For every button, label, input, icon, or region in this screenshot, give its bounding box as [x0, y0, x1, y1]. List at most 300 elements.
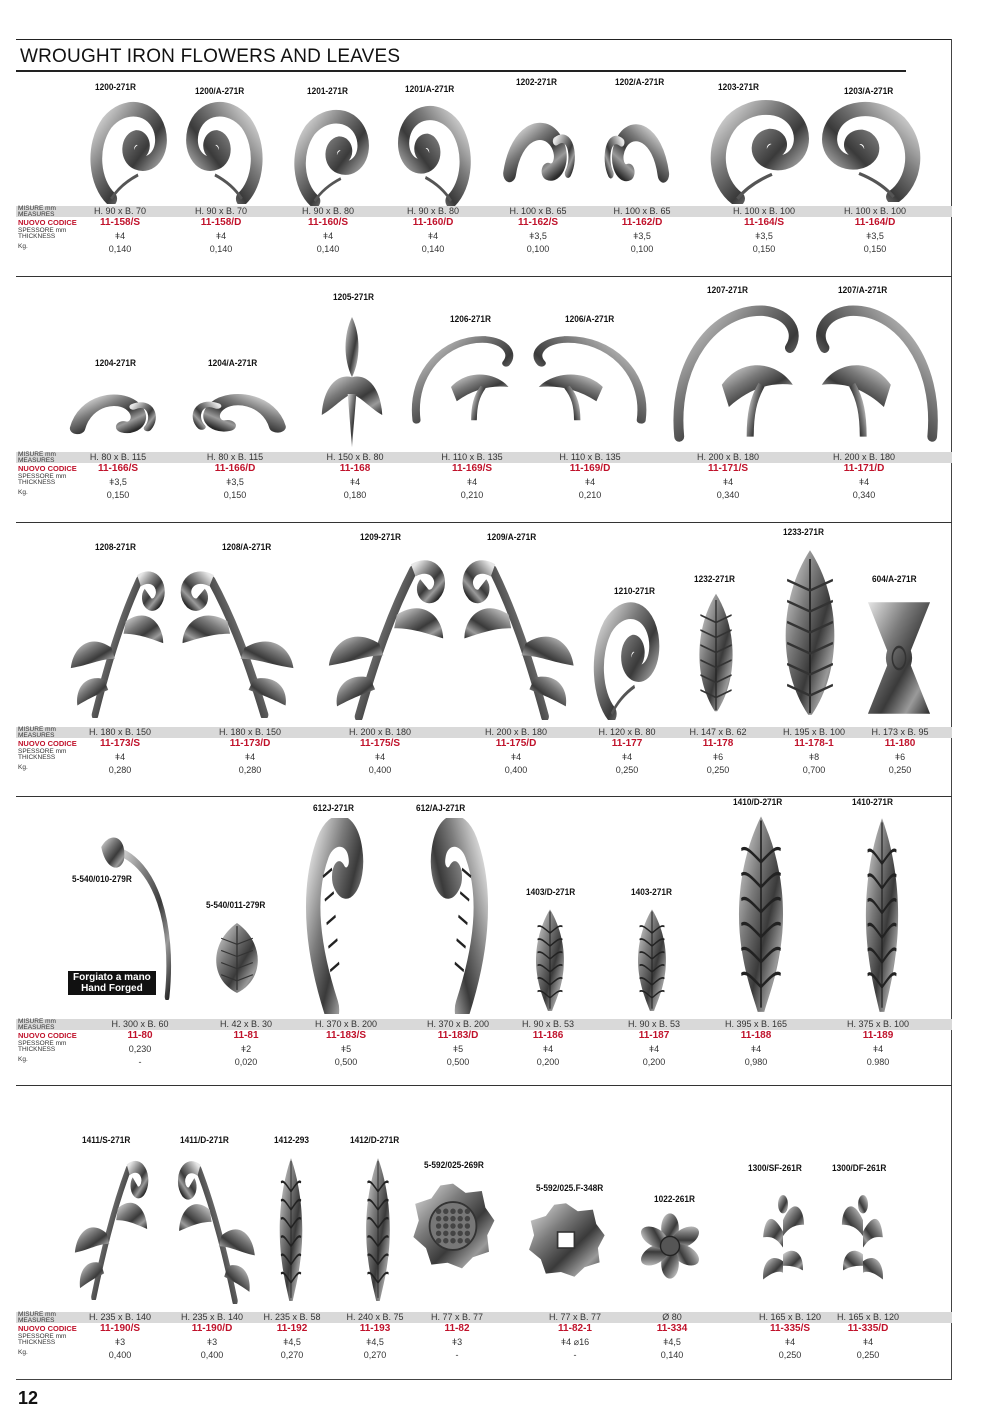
thickness-row-cell: ǂ3,5	[633, 231, 651, 241]
thickness-row-label	[18, 1334, 66, 1345]
thickness-row	[16, 474, 952, 485]
weight-row-label	[18, 1350, 28, 1356]
measures-row-cell: H. 165 x B. 120	[758, 1312, 822, 1322]
weight-row-cell: 0,980	[744, 1057, 768, 1067]
measures-row-cell: H. 195 x B. 100	[782, 727, 846, 737]
item-code-label: 1208-271R	[95, 542, 136, 552]
new-code-row-cell: 11-166/S	[97, 463, 139, 474]
product-image	[705, 98, 813, 204]
new-code-row-cell: 11-189	[862, 1030, 894, 1041]
weight-row-cell: 0,250	[778, 1350, 802, 1360]
new-code-row-cell: 11-190/S	[99, 1323, 141, 1334]
thickness-row-cell: ǂ4	[374, 752, 386, 762]
weight-row-label	[18, 244, 28, 250]
page-number: 12	[18, 1388, 39, 1408]
weight-row-cell: 0,100	[526, 244, 550, 254]
measures-row-cell: H. 100 x B. 100	[732, 206, 796, 216]
weight-row-cell: 0,210	[578, 490, 602, 500]
product-image	[395, 104, 475, 206]
product-image	[204, 920, 270, 996]
thickness-row-cell: ǂ4	[584, 477, 596, 487]
thickness-row-label-en: THICKNESS	[18, 753, 56, 761]
item-code-label: 1233-271R	[783, 527, 824, 537]
thickness-row-cell: ǂ4	[648, 1044, 660, 1054]
thickness-row-cell: ǂ4	[542, 1044, 554, 1054]
measures-row-cell: H. 90 x B. 53	[521, 1019, 575, 1029]
item-code-label: 1232-271R	[694, 574, 735, 584]
item-code-label: 1209/A-271R	[487, 532, 537, 542]
product-image	[818, 100, 926, 202]
new-code-row-cell: 11-193	[359, 1323, 391, 1334]
thickness-row	[16, 1041, 952, 1052]
product-image	[318, 550, 454, 720]
weight-row-cell: 0,700	[802, 765, 826, 775]
hand-forged-badge	[68, 971, 156, 995]
thickness-row-cell: ǂ3	[206, 1337, 218, 1347]
hand-forged-text: Forgiato a mano	[73, 972, 151, 983]
item-code-label: 1300/DF-261R	[832, 1163, 887, 1173]
weight-row	[16, 1350, 952, 1361]
item-code-label: 1411/S-271R	[82, 1135, 131, 1145]
product-image	[290, 108, 372, 206]
measures-row-cell: H. 150 x B. 80	[326, 452, 384, 462]
weight-row-cell: 0,020	[234, 1057, 258, 1067]
measures-row-label-it: MISURE mm	[18, 1311, 56, 1318]
weight-row-cell: 0,210	[460, 490, 484, 500]
thickness-row-label	[18, 228, 66, 239]
measures-row-cell: H. 147 x B. 62	[689, 727, 747, 737]
measures-row-cell: H. 300 x B. 60	[111, 1019, 169, 1029]
title-rule	[16, 70, 906, 72]
measures-row-label-it: MISURE mm	[18, 726, 56, 733]
product-image	[626, 905, 678, 1013]
new-code-row-cell: 11-160/S	[307, 217, 349, 228]
product-image	[720, 808, 802, 1016]
item-code-label: 612/AJ-271R	[416, 803, 466, 813]
new-code-row	[16, 738, 952, 749]
new-code-row-cell: 11-166/D	[214, 463, 256, 474]
thickness-row-label-en: THICKNESS	[18, 478, 56, 486]
item-code-label: 1207-271R	[707, 285, 748, 295]
product-image	[500, 98, 580, 206]
thickness-row-cell: 0,230	[128, 1044, 152, 1054]
thickness-row-cell: ǂ3,5	[529, 231, 547, 241]
thickness-row-cell: ǂ4	[215, 231, 227, 241]
weight-row-cell: -	[573, 1350, 577, 1360]
measures-row-cell: H. 200 x B. 180	[696, 452, 760, 462]
weight-row-cell: 0,340	[852, 490, 876, 500]
thickness-row-cell: ǂ4	[872, 1044, 884, 1054]
weight-row	[16, 765, 952, 776]
new-code-row-cell: 11-158/S	[99, 217, 141, 228]
measures-row-cell: H. 90 x B. 53	[627, 1019, 681, 1029]
measures-row-label-it: MISURE mm	[18, 205, 56, 212]
new-code-row-cell: 11-164/D	[854, 217, 896, 228]
measures-row-cell: H. 370 x B. 200	[426, 1019, 490, 1029]
weight-row-cell: 0,250	[615, 765, 639, 775]
weight-row-cell: 0,250	[706, 765, 730, 775]
measures-row-cell: H. 370 x B. 200	[314, 1019, 378, 1029]
item-code-label: 1411/D-271R	[180, 1135, 229, 1145]
new-code-row-cell: 11-169/D	[569, 463, 611, 474]
item-code-label: 1200-271R	[95, 82, 136, 92]
product-image	[172, 1152, 262, 1304]
item-code-label: 1412/D-271R	[350, 1135, 400, 1145]
measures-row-cell: H. 235 x B. 140	[88, 1312, 152, 1322]
weight-row-cell: 0,250	[888, 765, 912, 775]
thickness-row	[16, 1334, 952, 1345]
item-code-label: 1204-271R	[95, 358, 136, 368]
new-code-row-cell: 11-162/D	[621, 217, 663, 228]
product-image	[862, 596, 936, 720]
item-code-label: 1207/A-271R	[838, 285, 888, 295]
product-image	[808, 296, 946, 444]
thickness-row-cell: ǂ3	[114, 1337, 126, 1347]
new-code-row-cell: 11-178	[702, 738, 734, 749]
measures-row-cell: H. 90 x B. 80	[301, 206, 355, 216]
new-code-row-cell: 11-81	[233, 1030, 259, 1041]
measures-row-cell: H. 173 x B. 95	[871, 727, 929, 737]
thickness-row-cell: ǂ6	[894, 752, 906, 762]
measures-row-cell: H. 100 x B. 65	[613, 206, 671, 216]
item-code-label: 1300/SF-261R	[748, 1163, 802, 1173]
weight-row-cell: 0,200	[536, 1057, 560, 1067]
item-code-label: 1210-271R	[614, 586, 655, 596]
weight-row-cell: 0,400	[108, 1350, 132, 1360]
new-code-row-cell: 11-169/S	[451, 463, 493, 474]
weight-row-cell: 0,500	[334, 1057, 358, 1067]
thickness-row-cell: ǂ4 ⌀16	[560, 1337, 590, 1347]
new-code-row-label-text: NUOVO CODICE	[18, 739, 77, 748]
product-image	[183, 100, 267, 204]
item-code-label: 1205-271R	[333, 292, 374, 302]
thickness-row-cell: ǂ4,5	[663, 1337, 681, 1347]
thickness-row-cell: ǂ4	[722, 477, 734, 487]
weight-row-cell: 0,140	[209, 244, 233, 254]
thickness-row-cell: ǂ4	[858, 477, 870, 487]
weight-row-cell: 0,250	[856, 1350, 880, 1360]
thickness-row-cell: ǂ4	[427, 231, 439, 241]
item-code-label: 1201/A-271R	[405, 84, 455, 94]
product-image	[752, 1186, 814, 1300]
measures-row-label	[18, 452, 56, 463]
weight-row-cell: -	[455, 1350, 459, 1360]
thickness-row-cell: ǂ4	[244, 752, 256, 762]
measures-row-cell: H. 200 x B. 180	[484, 727, 548, 737]
thickness-row-label-en: THICKNESS	[18, 1045, 56, 1053]
new-code-row-cell: 11-175/S	[359, 738, 401, 749]
weight-row-label	[18, 490, 28, 496]
measures-row-cell: H. 165 x B. 120	[836, 1312, 900, 1322]
product-image	[405, 330, 520, 425]
measures-row-label-en: MEASURES	[18, 210, 55, 218]
thickness-row-cell: ǂ4	[466, 477, 478, 487]
product-image	[590, 600, 662, 720]
thickness-row-cell: ǂ6	[712, 752, 724, 762]
thickness-row-cell: ǂ4	[784, 1337, 796, 1347]
product-image	[766, 545, 854, 720]
item-code-label: 1206/A-271R	[565, 314, 615, 324]
thickness-row-label	[18, 474, 66, 485]
item-code-label: 1209-271R	[360, 532, 401, 542]
new-code-row	[16, 1323, 952, 1334]
weight-row-cell: 0,150	[863, 244, 887, 254]
item-code-label: 1203/A-271R	[844, 86, 894, 96]
item-code-label: 1206-271R	[450, 314, 491, 324]
weight-row-cell: 0,140	[660, 1350, 684, 1360]
product-image	[526, 330, 654, 425]
new-code-row-cell: 11-180	[884, 738, 916, 749]
new-code-row	[16, 463, 952, 474]
product-image	[356, 1152, 400, 1304]
product-image	[686, 590, 746, 715]
product-image	[186, 378, 290, 448]
right-border	[951, 39, 952, 1379]
thickness-row-cell: ǂ3	[451, 1337, 463, 1347]
item-code-label: 1208/A-271R	[222, 542, 272, 552]
thickness-row-label	[18, 749, 66, 760]
weight-row-cell: 0,140	[108, 244, 132, 254]
weight-row-label-text: Kg.	[18, 1349, 28, 1356]
item-code-label: 5-540/011-279R	[206, 900, 266, 910]
item-code-label: 5-540/010-279R	[72, 874, 132, 884]
thickness-row-cell: ǂ4	[114, 752, 126, 762]
thickness-row-label-it: SPESSORE mm	[18, 1333, 67, 1340]
new-code-row-cell: 11-183/D	[437, 1030, 479, 1041]
product-image	[600, 100, 672, 206]
thickness-row-label-it: SPESSORE mm	[18, 1040, 67, 1047]
item-code-label: 1202/A-271R	[615, 77, 665, 87]
thickness-row-cell: ǂ4	[621, 752, 633, 762]
item-code-label: 1203-271R	[718, 82, 759, 92]
thickness-row-cell: ǂ5	[452, 1044, 464, 1054]
thickness-row-cell: ǂ4	[114, 231, 126, 241]
product-image	[172, 562, 304, 718]
weight-row-cell: 0,200	[642, 1057, 666, 1067]
measures-row-label	[18, 1019, 56, 1030]
thickness-row-label-en: THICKNESS	[18, 232, 56, 240]
measures-row-cell: H. 180 x B. 150	[88, 727, 152, 737]
measures-row	[16, 727, 952, 738]
thickness-row-cell: ǂ4,5	[366, 1337, 384, 1347]
item-code-label: 1410-271R	[852, 797, 893, 807]
product-image	[454, 550, 584, 720]
thickness-row-cell: ǂ4	[750, 1044, 762, 1054]
product-image	[316, 310, 388, 450]
weight-row-label-text: Kg.	[18, 764, 28, 771]
measures-row-label-en: MEASURES	[18, 731, 55, 739]
measures-row	[16, 452, 952, 463]
measures-row-cell: H. 90 x B. 80	[406, 206, 460, 216]
new-code-row-cell: 11-192	[276, 1323, 308, 1334]
thickness-row-cell: ǂ3,5	[755, 231, 773, 241]
thickness-row	[16, 228, 952, 239]
measures-row-label-en: MEASURES	[18, 1316, 55, 1324]
new-code-row-label-text: NUOVO CODICE	[18, 218, 77, 227]
weight-row-cell: 0.980	[866, 1057, 890, 1067]
weight-row-cell: 0,280	[238, 765, 262, 775]
product-image	[68, 1152, 154, 1300]
new-code-row-cell: 11-178-1	[794, 738, 834, 749]
new-code-row-cell: 11-82	[444, 1323, 470, 1334]
measures-row-cell: H. 395 x B. 165	[724, 1019, 788, 1029]
measures-row-cell: H. 80 x B. 115	[89, 452, 147, 462]
weight-row	[16, 244, 952, 255]
measures-row	[16, 1312, 952, 1323]
new-code-row-cell: 11-186	[532, 1030, 564, 1041]
measures-row-cell: H. 90 x B. 70	[93, 206, 147, 216]
item-code-label: 1202-271R	[516, 77, 557, 87]
new-code-row-cell: 11-335/D	[847, 1323, 889, 1334]
weight-row	[16, 490, 952, 501]
weight-row-cell: 0,270	[280, 1350, 304, 1360]
measures-row-cell: H. 42 x B. 30	[219, 1019, 273, 1029]
thickness-row-cell: ǂ4	[510, 752, 522, 762]
measures-row-cell: Ø 80	[662, 1312, 682, 1322]
weight-row-cell: 0,400	[504, 765, 528, 775]
measures-row-label-it: MISURE mm	[18, 1018, 56, 1025]
item-code-label: 1201-271R	[307, 86, 348, 96]
measures-row-label-it: MISURE mm	[18, 451, 56, 458]
section-divider	[16, 276, 952, 277]
item-code-label: 604/A-271R	[872, 574, 917, 584]
thickness-row-cell: ǂ8	[808, 752, 820, 762]
new-code-row-cell: 11-177	[611, 738, 643, 749]
measures-row-cell: H. 77 x B. 77	[548, 1312, 602, 1322]
section-divider	[16, 522, 952, 523]
measures-row-label	[18, 1312, 56, 1323]
new-code-row	[16, 217, 952, 228]
product-image	[636, 1212, 704, 1280]
new-code-row-label-text: NUOVO CODICE	[18, 1031, 77, 1040]
measures-row-cell: H. 110 x B. 135	[559, 452, 621, 462]
weight-row-cell: 0,270	[363, 1350, 387, 1360]
weight-row-cell: 0,150	[106, 490, 130, 500]
measures-row-cell: H. 100 x B. 100	[843, 206, 907, 216]
weight-row-cell: 0,150	[752, 244, 776, 254]
measures-row-label	[18, 727, 56, 738]
new-code-row-cell: 11-80	[127, 1030, 153, 1041]
new-code-row	[16, 1030, 952, 1041]
weight-row-cell: 0,400	[200, 1350, 224, 1360]
thickness-row-cell: ǂ4	[322, 231, 334, 241]
weight-row-label	[18, 765, 28, 771]
measures-row-cell: H. 240 x B. 75	[346, 1312, 404, 1322]
product-image	[524, 905, 576, 1013]
new-code-row-cell: 11-164/S	[743, 217, 785, 228]
new-code-row-cell: 11-171/S	[707, 463, 749, 474]
measures-row-cell: H. 90 x B. 70	[194, 206, 248, 216]
product-image	[86, 100, 170, 204]
thickness-row-label	[18, 1041, 66, 1052]
weight-row-cell: -	[138, 1057, 142, 1067]
new-code-row-cell: 11-173/S	[99, 738, 141, 749]
measures-row	[16, 206, 952, 217]
thickness-row-label-it: SPESSORE mm	[18, 473, 67, 480]
thickness-row-cell: ǂ5	[340, 1044, 352, 1054]
product-image	[665, 296, 807, 444]
weight-row-cell: 0,100	[630, 244, 654, 254]
thickness-row-cell: ǂ4	[349, 477, 361, 487]
weight-row-cell: 0,500	[446, 1057, 470, 1067]
measures-row-cell: H. 200 x B. 180	[348, 727, 412, 737]
measures-row-cell: H. 120 x B. 80	[598, 727, 656, 737]
new-code-row-cell: 11-188	[740, 1030, 772, 1041]
thickness-row-cell: ǂ3,5	[109, 477, 127, 487]
item-code-label: 1022-261R	[654, 1194, 695, 1204]
item-code-label: 1403/D-271R	[526, 887, 576, 897]
section-divider	[16, 1085, 952, 1086]
top-rule	[16, 39, 952, 40]
thickness-row-cell: ǂ3,5	[226, 477, 244, 487]
weight-row-label-text: Kg.	[18, 489, 28, 496]
page-title: WROUGHT IRON FLOWERS AND LEAVES	[20, 46, 401, 67]
thickness-row-cell: ǂ3,5	[866, 231, 884, 241]
measures-row-cell: H. 77 x B. 77	[430, 1312, 484, 1322]
product-image	[66, 378, 162, 450]
new-code-row-cell: 11-175/D	[495, 738, 537, 749]
thickness-row-cell: ǂ2	[240, 1044, 252, 1054]
weight-row-cell: 0,140	[421, 244, 445, 254]
new-code-row-label-text: NUOVO CODICE	[18, 464, 77, 473]
weight-row	[16, 1057, 952, 1068]
weight-row-label	[18, 1057, 28, 1063]
measures-row-cell: H. 235 x B. 58	[263, 1312, 321, 1322]
thickness-row-cell: ǂ4,5	[283, 1337, 301, 1347]
measures-row-label-en: MEASURES	[18, 456, 55, 464]
product-image	[852, 810, 912, 1016]
new-code-row-cell: 11-334	[656, 1323, 688, 1334]
thickness-row	[16, 749, 952, 760]
item-code-label: 5-592/025.F-348R	[536, 1183, 604, 1193]
measures-row-cell: H. 110 x B. 135	[441, 452, 503, 462]
weight-row-label-text: Kg.	[18, 243, 28, 250]
measures-row-label-en: MEASURES	[18, 1023, 55, 1031]
measures-row-cell: H. 235 x B. 140	[180, 1312, 244, 1322]
product-image	[832, 1186, 894, 1300]
new-code-row-cell: 11-190/D	[191, 1323, 233, 1334]
product-image	[270, 1152, 312, 1304]
weight-row-cell: 0,180	[343, 490, 367, 500]
product-image	[296, 818, 386, 1014]
new-code-row-cell: 11-171/D	[843, 463, 885, 474]
weight-row-cell: 0,140	[316, 244, 340, 254]
weight-row-cell: 0,150	[223, 490, 247, 500]
item-code-label: 1403-271R	[631, 887, 672, 897]
thickness-row-cell: ǂ4	[862, 1337, 874, 1347]
new-code-row-cell: 11-160/D	[412, 217, 454, 228]
weight-row-cell: 0,400	[368, 765, 392, 775]
weight-row-cell: 0,340	[716, 490, 740, 500]
new-code-row-cell: 11-335/S	[769, 1323, 811, 1334]
thickness-row-label-en: THICKNESS	[18, 1338, 56, 1346]
product-image	[524, 1200, 608, 1280]
product-image	[408, 1180, 498, 1272]
thickness-row-label-it: SPESSORE mm	[18, 748, 67, 755]
item-code-label: 5-592/025-269R	[424, 1160, 484, 1170]
new-code-row-cell: 11-158/D	[200, 217, 242, 228]
measures-row-cell: H. 200 x B. 180	[832, 452, 896, 462]
product-image	[62, 562, 172, 718]
bottom-rule	[16, 1379, 952, 1380]
measures-row-label	[18, 206, 56, 217]
measures-row-cell: H. 375 x B. 100	[846, 1019, 910, 1029]
section-divider	[16, 796, 952, 797]
thickness-row-label-it: SPESSORE mm	[18, 227, 67, 234]
measures-row-cell: H. 180 x B. 150	[218, 727, 282, 737]
item-code-label: 612J-271R	[313, 803, 354, 813]
measures-row-cell: H. 80 x B. 115	[206, 452, 264, 462]
